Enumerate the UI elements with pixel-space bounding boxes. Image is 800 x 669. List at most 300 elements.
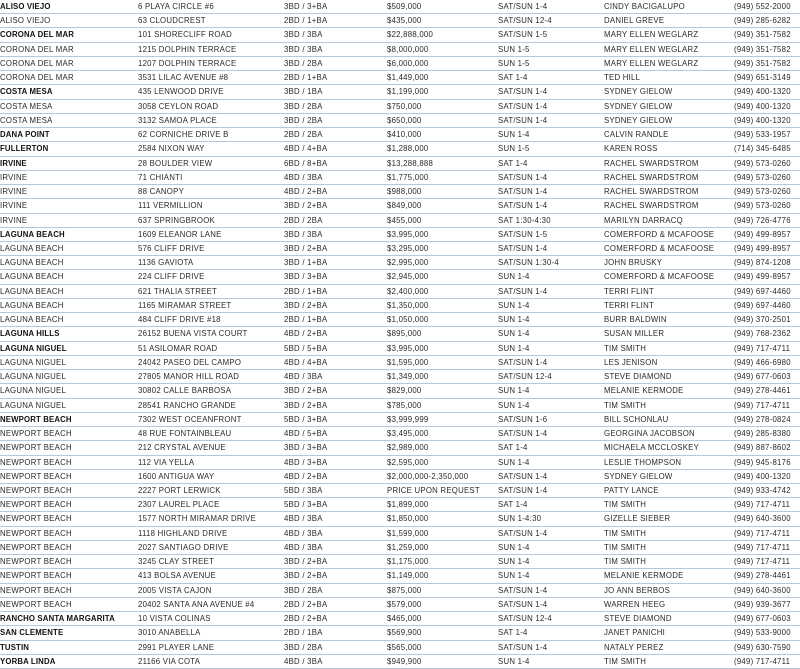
phone-cell: (949) 726-4776 [734, 213, 800, 227]
phone-cell: (949) 933-4742 [734, 483, 800, 497]
city-cell: LAGUNA BEACH [0, 227, 138, 241]
agent-cell: TIM SMITH [604, 555, 734, 569]
price-cell: $750,000 [387, 99, 498, 113]
city-cell: NEWPORT BEACH [0, 469, 138, 483]
phone-cell: (949) 677-0603 [734, 370, 800, 384]
phone-cell: (949) 717-4711 [734, 654, 800, 668]
address-cell: 3132 SAMOA PLACE [138, 113, 284, 127]
phone-cell: (949) 939-3677 [734, 597, 800, 611]
agent-cell: TIM SMITH [604, 498, 734, 512]
phone-cell: (949) 400-1320 [734, 99, 800, 113]
bed-bath-cell: 3BD / 3BA [284, 28, 387, 42]
table-row [0, 398, 800, 412]
phone-cell: (949) 697-4460 [734, 298, 800, 312]
price-cell: $1,349,000 [387, 370, 498, 384]
bed-bath-cell: 2BD / 1+BA [284, 284, 387, 298]
bed-bath-cell: 3BD / 2+BA [284, 384, 387, 398]
city-cell: CORONA DEL MAR [0, 71, 138, 85]
price-cell: $1,595,000 [387, 355, 498, 369]
phone-cell: (949) 466-6980 [734, 355, 800, 369]
table-row [0, 455, 800, 469]
table-row [0, 612, 800, 626]
open-house-time-cell: SUN 1-4 [498, 654, 604, 668]
phone-cell: (949) 887-8602 [734, 441, 800, 455]
open-house-time-cell: SAT/SUN 1-4 [498, 427, 604, 441]
bed-bath-cell: 4BD / 3BA [284, 170, 387, 184]
address-cell: 1136 GAVIOTA [138, 256, 284, 270]
agent-cell: COMERFORD & MCAFOOSE [604, 270, 734, 284]
phone-cell: (949) 499-8957 [734, 270, 800, 284]
phone-cell: (949) 533-1957 [734, 128, 800, 142]
bed-bath-cell: 2BD / 2+BA [284, 612, 387, 626]
open-house-time-cell: SAT/SUN 1-4 [498, 170, 604, 184]
address-cell: 2227 PORT LERWICK [138, 483, 284, 497]
table-row [0, 85, 800, 99]
open-house-time-cell: SAT/SUN 1-4 [498, 469, 604, 483]
city-cell: LAGUNA NIGUEL [0, 341, 138, 355]
open-house-time-cell: SAT/SUN 1-4 [498, 113, 604, 127]
open-house-time-cell: SAT/SUN 1-4 [498, 85, 604, 99]
bed-bath-cell: 3BD / 2+BA [284, 199, 387, 213]
phone-cell: (949) 573-0260 [734, 170, 800, 184]
price-cell: $465,000 [387, 612, 498, 626]
bed-bath-cell: 2BD / 1+BA [284, 71, 387, 85]
agent-cell: MICHAELA MCCLOSKEY [604, 441, 734, 455]
city-cell: CORONA DEL MAR [0, 42, 138, 56]
address-cell: 62 CORNICHE DRIVE B [138, 128, 284, 142]
address-cell: 484 CLIFF DRIVE #18 [138, 313, 284, 327]
city-cell: LAGUNA BEACH [0, 313, 138, 327]
agent-cell: TIM SMITH [604, 341, 734, 355]
table-row [0, 241, 800, 255]
table-row [0, 355, 800, 369]
bed-bath-cell: 2BD / 1BA [284, 626, 387, 640]
bed-bath-cell: 3BD / 2+BA [284, 555, 387, 569]
bed-bath-cell: 3BD / 2+BA [284, 241, 387, 255]
open-house-time-cell: SAT/SUN 1-4 [498, 640, 604, 654]
bed-bath-cell: 4BD / 2+BA [284, 327, 387, 341]
city-cell: LAGUNA NIGUEL [0, 384, 138, 398]
agent-cell: MARILYN DARRACQ [604, 213, 734, 227]
price-cell: $2,995,000 [387, 256, 498, 270]
city-cell: LAGUNA BEACH [0, 241, 138, 255]
phone-cell: (949) 351-7582 [734, 42, 800, 56]
table-row [0, 540, 800, 554]
phone-cell: (949) 874-1208 [734, 256, 800, 270]
agent-cell: NATALY PEREZ [604, 640, 734, 654]
address-cell: 88 CANOPY [138, 185, 284, 199]
city-cell: CORONA DEL MAR [0, 28, 138, 42]
price-cell: $988,000 [387, 185, 498, 199]
price-cell: $2,000,000-2,350,000 [387, 469, 498, 483]
agent-cell: TIM SMITH [604, 526, 734, 540]
bed-bath-cell: 4BD / 3BA [284, 370, 387, 384]
bed-bath-cell: 2BD / 2BA [284, 213, 387, 227]
price-cell: $949,900 [387, 654, 498, 668]
open-house-time-cell: SAT/SUN 1-4 [498, 199, 604, 213]
price-cell: $1,899,000 [387, 498, 498, 512]
agent-cell: SYDNEY GIELOW [604, 113, 734, 127]
city-cell: TUSTIN [0, 640, 138, 654]
address-cell: 1609 ELEANOR LANE [138, 227, 284, 241]
price-cell: $569,900 [387, 626, 498, 640]
phone-cell: (949) 640-3600 [734, 512, 800, 526]
price-cell: $435,000 [387, 14, 498, 28]
table-row [0, 227, 800, 241]
bed-bath-cell: 4BD / 3BA [284, 540, 387, 554]
agent-cell: JANET PANICHI [604, 626, 734, 640]
agent-cell: COMERFORD & MCAFOOSE [604, 227, 734, 241]
agent-cell: MARY ELLEN WEGLARZ [604, 28, 734, 42]
bed-bath-cell: 4BD / 5+BA [284, 427, 387, 441]
agent-cell: BILL SCHONLAU [604, 412, 734, 426]
open-house-time-cell: SAT/SUN 1-5 [498, 28, 604, 42]
phone-cell: (949) 285-8380 [734, 427, 800, 441]
phone-cell: (949) 351-7582 [734, 28, 800, 42]
bed-bath-cell: 3BD / 3+BA [284, 441, 387, 455]
address-cell: 3010 ANABELLA [138, 626, 284, 640]
table-row [0, 370, 800, 384]
phone-cell: (949) 400-1320 [734, 469, 800, 483]
bed-bath-cell: 3BD / 2+BA [284, 569, 387, 583]
agent-cell: SUSAN MILLER [604, 327, 734, 341]
city-cell: NEWPORT BEACH [0, 455, 138, 469]
city-cell: YORBA LINDA [0, 654, 138, 668]
open-house-time-cell: SAT/SUN 12-4 [498, 370, 604, 384]
city-cell: ALISO VIEJO [0, 0, 138, 14]
table-row [0, 298, 800, 312]
price-cell: $3,995,000 [387, 341, 498, 355]
phone-cell: (949) 651-3149 [734, 71, 800, 85]
agent-cell: MARY ELLEN WEGLARZ [604, 42, 734, 56]
address-cell: 101 SHORECLIFF ROAD [138, 28, 284, 42]
open-house-time-cell: SAT/SUN 1-4 [498, 0, 604, 14]
agent-cell: TED HILL [604, 71, 734, 85]
bed-bath-cell: 3BD / 2+BA [284, 398, 387, 412]
phone-cell: (949) 499-8957 [734, 227, 800, 241]
agent-cell: CINDY BACIGALUPO [604, 0, 734, 14]
table-row [0, 313, 800, 327]
address-cell: 621 THALIA STREET [138, 284, 284, 298]
city-cell: NEWPORT BEACH [0, 597, 138, 611]
price-cell: $1,449,000 [387, 71, 498, 85]
address-cell: 24042 PASEO DEL CAMPO [138, 355, 284, 369]
city-cell: LAGUNA NIGUEL [0, 370, 138, 384]
open-house-time-cell: SAT/SUN 1-4 [498, 185, 604, 199]
address-cell: 111 VERMILLION [138, 199, 284, 213]
bed-bath-cell: 5BD / 3+BA [284, 412, 387, 426]
address-cell: 63 CLOUDCREST [138, 14, 284, 28]
city-cell: NEWPORT BEACH [0, 483, 138, 497]
price-cell: PRICE UPON REQUEST [387, 483, 498, 497]
agent-cell: GIZELLE SIEBER [604, 512, 734, 526]
phone-cell: (949) 677-0603 [734, 612, 800, 626]
open-house-time-cell: SUN 1-4:30 [498, 512, 604, 526]
open-house-time-cell: SUN 1-4 [498, 384, 604, 398]
price-cell: $1,199,000 [387, 85, 498, 99]
agent-cell: DANIEL GREVE [604, 14, 734, 28]
city-cell: RANCHO SANTA MARGARITA [0, 612, 138, 626]
price-cell: $455,000 [387, 213, 498, 227]
agent-cell: LES JENISON [604, 355, 734, 369]
table-row [0, 498, 800, 512]
phone-cell: (949) 717-4711 [734, 498, 800, 512]
agent-cell: MELANIE KERMODE [604, 569, 734, 583]
bed-bath-cell: 2BD / 2+BA [284, 597, 387, 611]
address-cell: 71 CHIANTI [138, 170, 284, 184]
agent-cell: TERRI FLINT [604, 284, 734, 298]
address-cell: 28541 RANCHO GRANDE [138, 398, 284, 412]
phone-cell: (949) 717-4711 [734, 398, 800, 412]
bed-bath-cell: 2BD / 1+BA [284, 313, 387, 327]
open-house-time-cell: SAT/SUN 1-4 [498, 597, 604, 611]
open-house-time-cell: SUN 1-4 [498, 455, 604, 469]
open-house-time-cell: SUN 1-5 [498, 42, 604, 56]
bed-bath-cell: 3BD / 3BA [284, 42, 387, 56]
phone-cell: (949) 768-2362 [734, 327, 800, 341]
open-house-time-cell: SAT/SUN 12-4 [498, 612, 604, 626]
bed-bath-cell: 4BD / 4+BA [284, 142, 387, 156]
address-cell: 1577 NORTH MIRAMAR DRIVE [138, 512, 284, 526]
phone-cell: (949) 499-8957 [734, 241, 800, 255]
address-cell: 637 SPRINGBROOK [138, 213, 284, 227]
bed-bath-cell: 3BD / 1+BA [284, 256, 387, 270]
agent-cell: SYDNEY GIELOW [604, 85, 734, 99]
phone-cell: (949) 400-1320 [734, 85, 800, 99]
city-cell: NEWPORT BEACH [0, 512, 138, 526]
city-cell: IRVINE [0, 213, 138, 227]
price-cell: $829,000 [387, 384, 498, 398]
city-cell: IRVINE [0, 156, 138, 170]
address-cell: 413 BOLSA AVENUE [138, 569, 284, 583]
table-row [0, 341, 800, 355]
table-row [0, 626, 800, 640]
open-house-time-cell: SAT/SUN 1-4 [498, 241, 604, 255]
table-row [0, 483, 800, 497]
table-row [0, 199, 800, 213]
address-cell: 2991 PLAYER LANE [138, 640, 284, 654]
bed-bath-cell: 4BD / 2+BA [284, 185, 387, 199]
open-house-time-cell: SUN 1-4 [498, 298, 604, 312]
address-cell: 21166 VIA COTA [138, 654, 284, 668]
address-cell: 1118 HIGHLAND DRIVE [138, 526, 284, 540]
price-cell: $1,175,000 [387, 555, 498, 569]
address-cell: 2005 VISTA CAJON [138, 583, 284, 597]
agent-cell: TIM SMITH [604, 540, 734, 554]
table-row [0, 640, 800, 654]
open-house-time-cell: SUN 1-5 [498, 142, 604, 156]
address-cell: 27805 MANOR HILL ROAD [138, 370, 284, 384]
price-cell: $1,599,000 [387, 526, 498, 540]
price-cell: $509,000 [387, 0, 498, 14]
agent-cell: MELANIE KERMODE [604, 384, 734, 398]
open-house-time-cell: SAT 1-4 [498, 441, 604, 455]
price-cell: $2,989,000 [387, 441, 498, 455]
table-row [0, 56, 800, 70]
address-cell: 1207 DOLPHIN TERRACE [138, 56, 284, 70]
city-cell: IRVINE [0, 185, 138, 199]
city-cell: NEWPORT BEACH [0, 569, 138, 583]
phone-cell: (949) 573-0260 [734, 156, 800, 170]
address-cell: 48 RUE FONTAINBLEAU [138, 427, 284, 441]
bed-bath-cell: 3BD / 3+BA [284, 270, 387, 284]
price-cell: $1,259,000 [387, 540, 498, 554]
agent-cell: GEORGINA JACOBSON [604, 427, 734, 441]
phone-cell: (949) 717-4711 [734, 526, 800, 540]
address-cell: 3531 LILAC AVENUE #8 [138, 71, 284, 85]
price-cell: $1,149,000 [387, 569, 498, 583]
price-cell: $849,000 [387, 199, 498, 213]
table-row [0, 469, 800, 483]
phone-cell: (949) 351-7582 [734, 56, 800, 70]
table-row [0, 128, 800, 142]
bed-bath-cell: 2BD / 1+BA [284, 14, 387, 28]
table-row [0, 327, 800, 341]
table-row [0, 142, 800, 156]
city-cell: DANA POINT [0, 128, 138, 142]
open-house-time-cell: SUN 1-4 [498, 327, 604, 341]
bed-bath-cell: 6BD / 8+BA [284, 156, 387, 170]
bed-bath-cell: 4BD / 3BA [284, 654, 387, 668]
agent-cell: TERRI FLINT [604, 298, 734, 312]
agent-cell: JO ANN BERBOS [604, 583, 734, 597]
address-cell: 28 BOULDER VIEW [138, 156, 284, 170]
price-cell: $579,000 [387, 597, 498, 611]
city-cell: SAN CLEMENTE [0, 626, 138, 640]
price-cell: $6,000,000 [387, 56, 498, 70]
open-house-time-cell: SAT/SUN 1-6 [498, 412, 604, 426]
bed-bath-cell: 5BD / 3BA [284, 483, 387, 497]
phone-cell: (949) 717-4711 [734, 341, 800, 355]
table-row [0, 185, 800, 199]
price-cell: $1,350,000 [387, 298, 498, 312]
price-cell: $2,945,000 [387, 270, 498, 284]
city-cell: LAGUNA BEACH [0, 256, 138, 270]
table-row [0, 156, 800, 170]
open-house-time-cell: SAT/SUN 1-4 [498, 526, 604, 540]
table-row [0, 284, 800, 298]
phone-cell: (949) 278-4461 [734, 569, 800, 583]
price-cell: $3,495,000 [387, 427, 498, 441]
open-house-time-cell: SAT/SUN 1-4 [498, 355, 604, 369]
bed-bath-cell: 3BD / 2BA [284, 56, 387, 70]
open-house-time-cell: SUN 1-4 [498, 540, 604, 554]
address-cell: 2584 NIXON WAY [138, 142, 284, 156]
address-cell: 224 CLIFF DRIVE [138, 270, 284, 284]
bed-bath-cell: 4BD / 3BA [284, 512, 387, 526]
price-cell: $650,000 [387, 113, 498, 127]
open-house-time-cell: SAT 1-4 [498, 498, 604, 512]
address-cell: 2027 SANTIAGO DRIVE [138, 540, 284, 554]
bed-bath-cell: 4BD / 3BA [284, 526, 387, 540]
address-cell: 3245 CLAY STREET [138, 555, 284, 569]
phone-cell: (949) 370-2501 [734, 313, 800, 327]
agent-cell: WARREN HEEG [604, 597, 734, 611]
open-house-time-cell: SUN 1-4 [498, 555, 604, 569]
table-row [0, 569, 800, 583]
price-cell: $1,050,000 [387, 313, 498, 327]
agent-cell: STEVE DIAMOND [604, 612, 734, 626]
city-cell: NEWPORT BEACH [0, 498, 138, 512]
table-row [0, 113, 800, 127]
price-cell: $895,000 [387, 327, 498, 341]
price-cell: $785,000 [387, 398, 498, 412]
open-house-time-cell: SAT 1-4 [498, 71, 604, 85]
bed-bath-cell: 5BD / 3+BA [284, 498, 387, 512]
price-cell: $2,400,000 [387, 284, 498, 298]
agent-cell: STEVE DIAMOND [604, 370, 734, 384]
city-cell: CORONA DEL MAR [0, 56, 138, 70]
open-house-time-cell: SUN 1-4 [498, 398, 604, 412]
agent-cell: BURR BALDWIN [604, 313, 734, 327]
city-cell: FULLERTON [0, 142, 138, 156]
table-row [0, 14, 800, 28]
price-cell: $565,000 [387, 640, 498, 654]
phone-cell: (949) 278-0824 [734, 412, 800, 426]
open-house-time-cell: SUN 1-4 [498, 270, 604, 284]
phone-cell: (949) 278-4461 [734, 384, 800, 398]
table-row [0, 555, 800, 569]
open-house-time-cell: SUN 1-4 [498, 341, 604, 355]
city-cell: IRVINE [0, 170, 138, 184]
phone-cell: (949) 945-8176 [734, 455, 800, 469]
table-row [0, 256, 800, 270]
price-cell: $3,295,000 [387, 241, 498, 255]
table-row [0, 0, 800, 14]
agent-cell: KAREN ROSS [604, 142, 734, 156]
address-cell: 435 LENWOOD DRIVE [138, 85, 284, 99]
phone-cell: (714) 345-6485 [734, 142, 800, 156]
city-cell: COSTA MESA [0, 99, 138, 113]
bed-bath-cell: 2BD / 2BA [284, 128, 387, 142]
address-cell: 7302 WEST OCEANFRONT [138, 412, 284, 426]
city-cell: COSTA MESA [0, 113, 138, 127]
bed-bath-cell: 3BD / 3+BA [284, 0, 387, 14]
city-cell: LAGUNA BEACH [0, 298, 138, 312]
city-cell: NEWPORT BEACH [0, 583, 138, 597]
phone-cell: (949) 717-4711 [734, 555, 800, 569]
city-cell: NEWPORT BEACH [0, 555, 138, 569]
price-cell: $3,999,999 [387, 412, 498, 426]
price-cell: $13,288,888 [387, 156, 498, 170]
agent-cell: TIM SMITH [604, 398, 734, 412]
city-cell: NEWPORT BEACH [0, 526, 138, 540]
agent-cell: RACHEL SWARDSTROM [604, 199, 734, 213]
city-cell: LAGUNA BEACH [0, 284, 138, 298]
table-row [0, 441, 800, 455]
bed-bath-cell: 4BD / 4+BA [284, 355, 387, 369]
city-cell: NEWPORT BEACH [0, 441, 138, 455]
city-cell: NEWPORT BEACH [0, 412, 138, 426]
table-row [0, 28, 800, 42]
table-row [0, 71, 800, 85]
address-cell: 30802 CALLE BARBOSA [138, 384, 284, 398]
price-cell: $875,000 [387, 583, 498, 597]
open-house-time-cell: SAT 1:30-4:30 [498, 213, 604, 227]
open-house-time-cell: SAT/SUN 1-4 [498, 284, 604, 298]
city-cell: LAGUNA BEACH [0, 270, 138, 284]
agent-cell: MARY ELLEN WEGLARZ [604, 56, 734, 70]
phone-cell: (949) 533-9000 [734, 626, 800, 640]
bed-bath-cell: 4BD / 2+BA [284, 469, 387, 483]
open-house-time-cell: SAT/SUN 1:30-4 [498, 256, 604, 270]
agent-cell: COMERFORD & MCAFOOSE [604, 241, 734, 255]
address-cell: 112 VIA YELLA [138, 455, 284, 469]
table-row [0, 384, 800, 398]
price-cell: $1,775,000 [387, 170, 498, 184]
bed-bath-cell: 3BD / 2+BA [284, 298, 387, 312]
address-cell: 1600 ANTIGUA WAY [138, 469, 284, 483]
